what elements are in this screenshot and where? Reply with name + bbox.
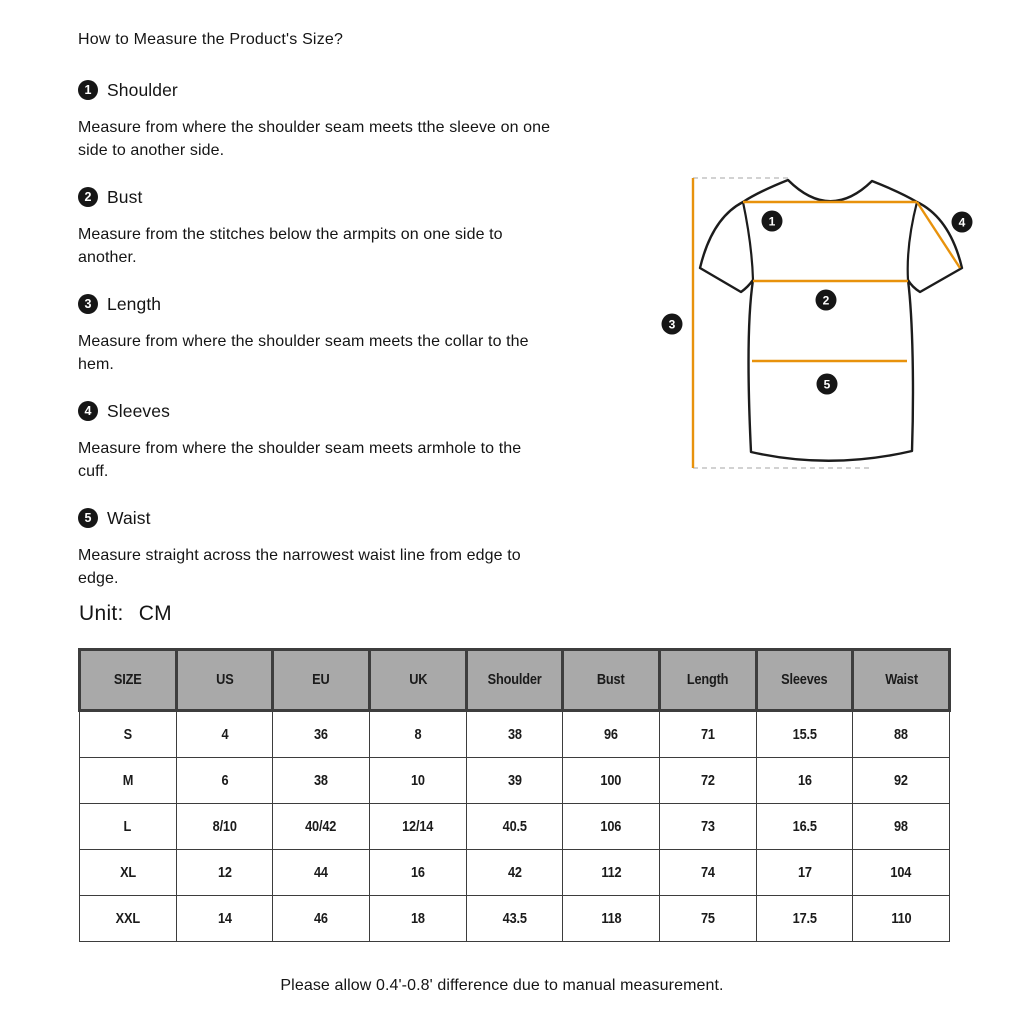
marker-5-waist bbox=[817, 374, 838, 395]
instruction-description: Measure straight across the narrowest waist line from edge to edge. bbox=[78, 547, 521, 587]
cell: 46 bbox=[273, 896, 370, 942]
cell: 42 bbox=[466, 850, 563, 896]
table-row-s bbox=[80, 711, 950, 758]
marker-2-bust bbox=[816, 290, 837, 311]
cell: 106 bbox=[563, 804, 660, 850]
table-row-xl bbox=[80, 850, 950, 896]
cell: XXL bbox=[80, 896, 177, 942]
marker-4-sleeves bbox=[952, 212, 973, 233]
size-chart-header bbox=[80, 650, 950, 711]
step-3-badge: 3 bbox=[78, 294, 98, 314]
cell: 92 bbox=[853, 758, 950, 804]
instruction-description: Measure from where the shoulder seam meets tthe sleeve on one side to another side. bbox=[78, 119, 551, 159]
tshirt-measurement-diagram bbox=[640, 150, 1024, 490]
cell: 10 bbox=[369, 758, 466, 804]
instruction-label: Bust bbox=[107, 186, 143, 207]
header-waist: Waist bbox=[853, 650, 950, 711]
table-row-l bbox=[80, 804, 950, 850]
unit-line bbox=[79, 602, 172, 626]
header-uk: UK bbox=[369, 650, 466, 711]
cell: 40/42 bbox=[273, 804, 370, 850]
cell: S bbox=[80, 711, 177, 758]
svg-text:1: 1 bbox=[768, 214, 776, 229]
instruction-heading-bust bbox=[78, 187, 610, 207]
cell: XL bbox=[80, 850, 177, 896]
cell: 71 bbox=[659, 711, 756, 758]
header-shoulder: Shoulder bbox=[466, 650, 563, 711]
instruction-heading-length bbox=[78, 294, 610, 314]
page-title: How to Measure the Product's Size? bbox=[78, 31, 344, 48]
cell: 6 bbox=[176, 758, 273, 804]
header-size: SIZE bbox=[80, 650, 177, 711]
cell: 73 bbox=[659, 804, 756, 850]
table-row-m bbox=[80, 758, 950, 804]
cell: 100 bbox=[563, 758, 660, 804]
instruction-description: Measure from where the shoulder seam meets armhole to the cuff. bbox=[78, 440, 522, 480]
cell: 104 bbox=[853, 850, 950, 896]
cell: 88 bbox=[853, 711, 950, 758]
instructions-panel bbox=[78, 31, 610, 615]
svg-text:2: 2 bbox=[822, 293, 830, 308]
cell: 75 bbox=[659, 896, 756, 942]
step-4-badge: 4 bbox=[78, 401, 98, 421]
header-us: US bbox=[176, 650, 273, 711]
cell: 112 bbox=[563, 850, 660, 896]
svg-text:3: 3 bbox=[668, 317, 676, 332]
measurement-disclaimer: Please allow 0.4'-0.8' difference due to manual measurement. bbox=[280, 977, 724, 994]
tshirt-outline bbox=[700, 180, 962, 461]
cell: 98 bbox=[853, 804, 950, 850]
instruction-description: Measure from where the shoulder seam meets the collar to the hem. bbox=[78, 333, 529, 373]
svg-text:5: 5 bbox=[823, 377, 831, 392]
step-2-badge: 2 bbox=[78, 187, 98, 207]
size-chart-table bbox=[78, 648, 951, 942]
cell: 40.5 bbox=[466, 804, 563, 850]
cell: 12/14 bbox=[369, 804, 466, 850]
table-row-xxl bbox=[80, 896, 950, 942]
cell: 72 bbox=[659, 758, 756, 804]
unit-value: CM bbox=[138, 602, 172, 625]
marker-3-length bbox=[662, 314, 683, 335]
cell: 8/10 bbox=[176, 804, 273, 850]
cell: 16 bbox=[756, 758, 853, 804]
instruction-label: Sleeves bbox=[107, 400, 170, 421]
marker-1-shoulder bbox=[762, 211, 783, 232]
cell: 17.5 bbox=[756, 896, 853, 942]
header-row bbox=[80, 650, 950, 711]
header-length: Length bbox=[659, 650, 756, 711]
cell: 38 bbox=[466, 711, 563, 758]
instruction-label: Shoulder bbox=[107, 79, 178, 100]
cell: L bbox=[80, 804, 177, 850]
cell: M bbox=[80, 758, 177, 804]
svg-text:4: 4 bbox=[958, 215, 966, 230]
header-bust: Bust bbox=[563, 650, 660, 711]
cell: 36 bbox=[273, 711, 370, 758]
cell: 15.5 bbox=[756, 711, 853, 758]
cell: 118 bbox=[563, 896, 660, 942]
cell: 43.5 bbox=[466, 896, 563, 942]
step-5-badge: 5 bbox=[78, 508, 98, 528]
instruction-description: Measure from the stitches below the armpits on one side to another. bbox=[78, 226, 503, 266]
size-chart-body bbox=[80, 711, 950, 942]
cell: 96 bbox=[563, 711, 660, 758]
instruction-label: Waist bbox=[107, 507, 151, 528]
cell: 74 bbox=[659, 850, 756, 896]
unit-label: Unit: bbox=[79, 602, 124, 625]
instruction-heading-waist bbox=[78, 508, 610, 528]
cell: 39 bbox=[466, 758, 563, 804]
cell: 16 bbox=[369, 850, 466, 896]
cell: 4 bbox=[176, 711, 273, 758]
cell: 8 bbox=[369, 711, 466, 758]
header-eu: EU bbox=[273, 650, 370, 711]
cell: 16.5 bbox=[756, 804, 853, 850]
cell: 110 bbox=[853, 896, 950, 942]
cell: 44 bbox=[273, 850, 370, 896]
cell: 14 bbox=[176, 896, 273, 942]
instruction-label: Length bbox=[107, 293, 162, 314]
cell: 17 bbox=[756, 850, 853, 896]
step-1-badge: 1 bbox=[78, 80, 98, 100]
cell: 38 bbox=[273, 758, 370, 804]
cell: 12 bbox=[176, 850, 273, 896]
instruction-heading-sleeves bbox=[78, 401, 610, 421]
instruction-heading-shoulder bbox=[78, 80, 610, 100]
cell: 18 bbox=[369, 896, 466, 942]
header-sleeves: Sleeves bbox=[756, 650, 853, 711]
